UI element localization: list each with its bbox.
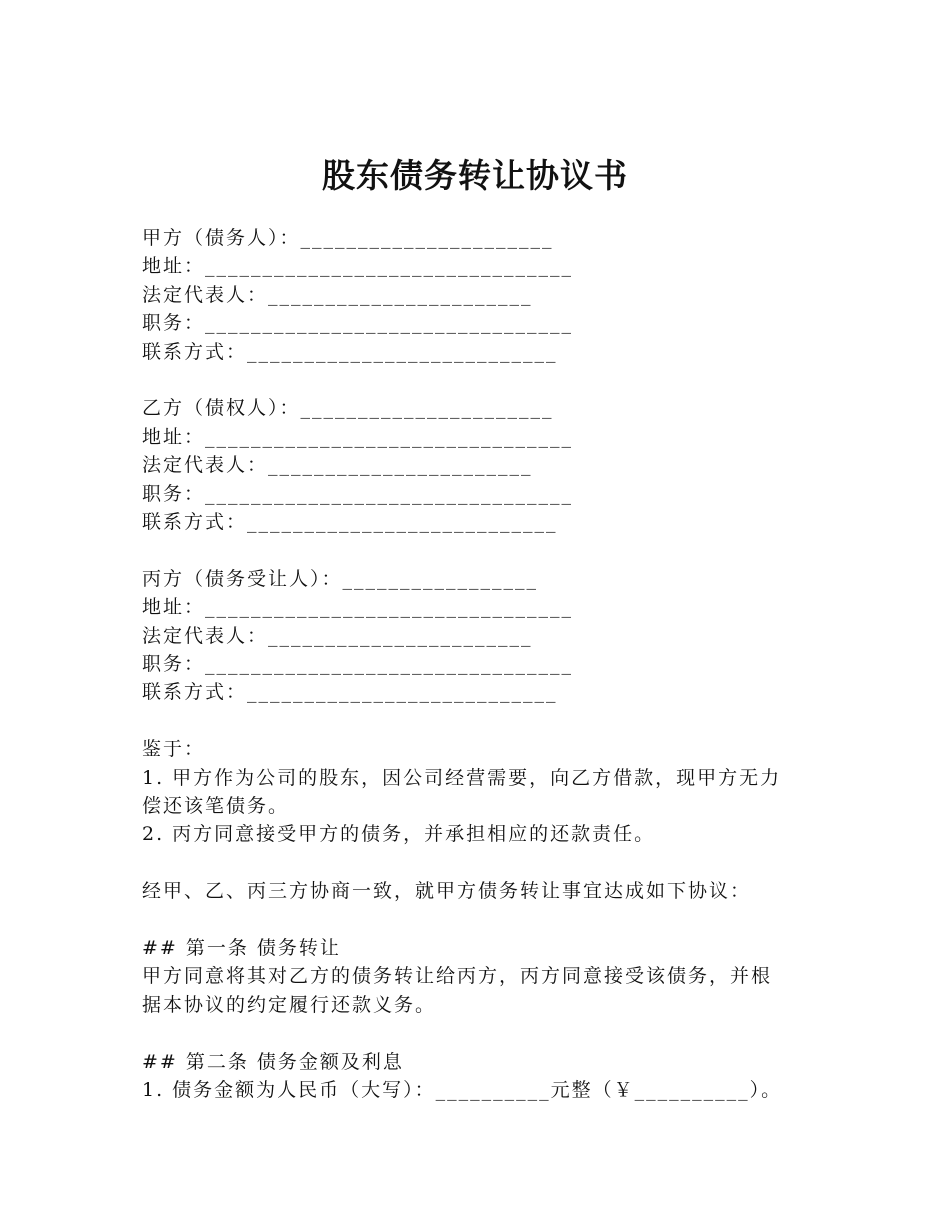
article-1-line-2: 据本协议的约定履行还款义务。 bbox=[142, 993, 437, 1016]
party-c-position: 职务：________________________________ bbox=[142, 653, 574, 676]
spacer bbox=[142, 366, 822, 394]
party-a-legal-rep: 法定代表人：_______________________ bbox=[142, 283, 533, 306]
document-title: 股东债务转让协议书 bbox=[322, 156, 628, 195]
document-body bbox=[142, 224, 822, 1105]
party-a-position: 职务：________________________________ bbox=[142, 312, 574, 335]
article-1-heading: ## 第一条 债务转让 bbox=[142, 937, 341, 960]
spacer bbox=[142, 849, 822, 877]
party-c-contact: 联系方式：___________________________ bbox=[142, 681, 558, 704]
party-c-legal-rep: 法定代表人：_______________________ bbox=[142, 624, 533, 647]
article-2-item-1: 1. 债务金额为人民币（大写）：__________元整（￥__________）。 bbox=[142, 1079, 783, 1102]
spacer bbox=[142, 906, 822, 934]
agreement-intro: 经甲、乙、丙三方协商一致，就甲方债务转让事宜达成如下协议： bbox=[142, 880, 752, 903]
spacer bbox=[142, 707, 822, 735]
whereas-item-1-line-2: 偿还该笔债务。 bbox=[142, 795, 290, 818]
party-b-address: 地址：________________________________ bbox=[142, 425, 574, 448]
party-b-position: 职务：________________________________ bbox=[142, 482, 574, 505]
article-1-line-1: 甲方同意将其对乙方的债务转让给丙方，丙方同意接受该债务，并根 bbox=[142, 965, 773, 988]
party-c-address: 地址：________________________________ bbox=[142, 596, 574, 619]
spacer bbox=[142, 1019, 822, 1047]
party-b-name: 乙方（债权人）：______________________ bbox=[142, 397, 554, 420]
spacer bbox=[142, 536, 822, 564]
party-a-name: 甲方（债务人）：______________________ bbox=[142, 227, 554, 249]
whereas-item-2: 2. 丙方同意接受甲方的债务，并承担相应的还款责任。 bbox=[142, 823, 656, 846]
article-2-heading: ## 第二条 债务金额及利息 bbox=[142, 1050, 404, 1073]
whereas-item-1-line-1: 1. 甲方作为公司的股东，因公司经营需要，向乙方借款，现甲方无力 bbox=[142, 766, 782, 789]
party-b-contact: 联系方式：___________________________ bbox=[142, 511, 558, 534]
party-b-legal-rep: 法定代表人：_______________________ bbox=[142, 454, 533, 477]
party-a-address: 地址：________________________________ bbox=[142, 255, 574, 278]
party-c-name: 丙方（债务受让人）：_________________ bbox=[142, 567, 539, 590]
party-a-contact: 联系方式：___________________________ bbox=[142, 340, 558, 363]
whereas-heading: 鉴于： bbox=[142, 738, 206, 761]
